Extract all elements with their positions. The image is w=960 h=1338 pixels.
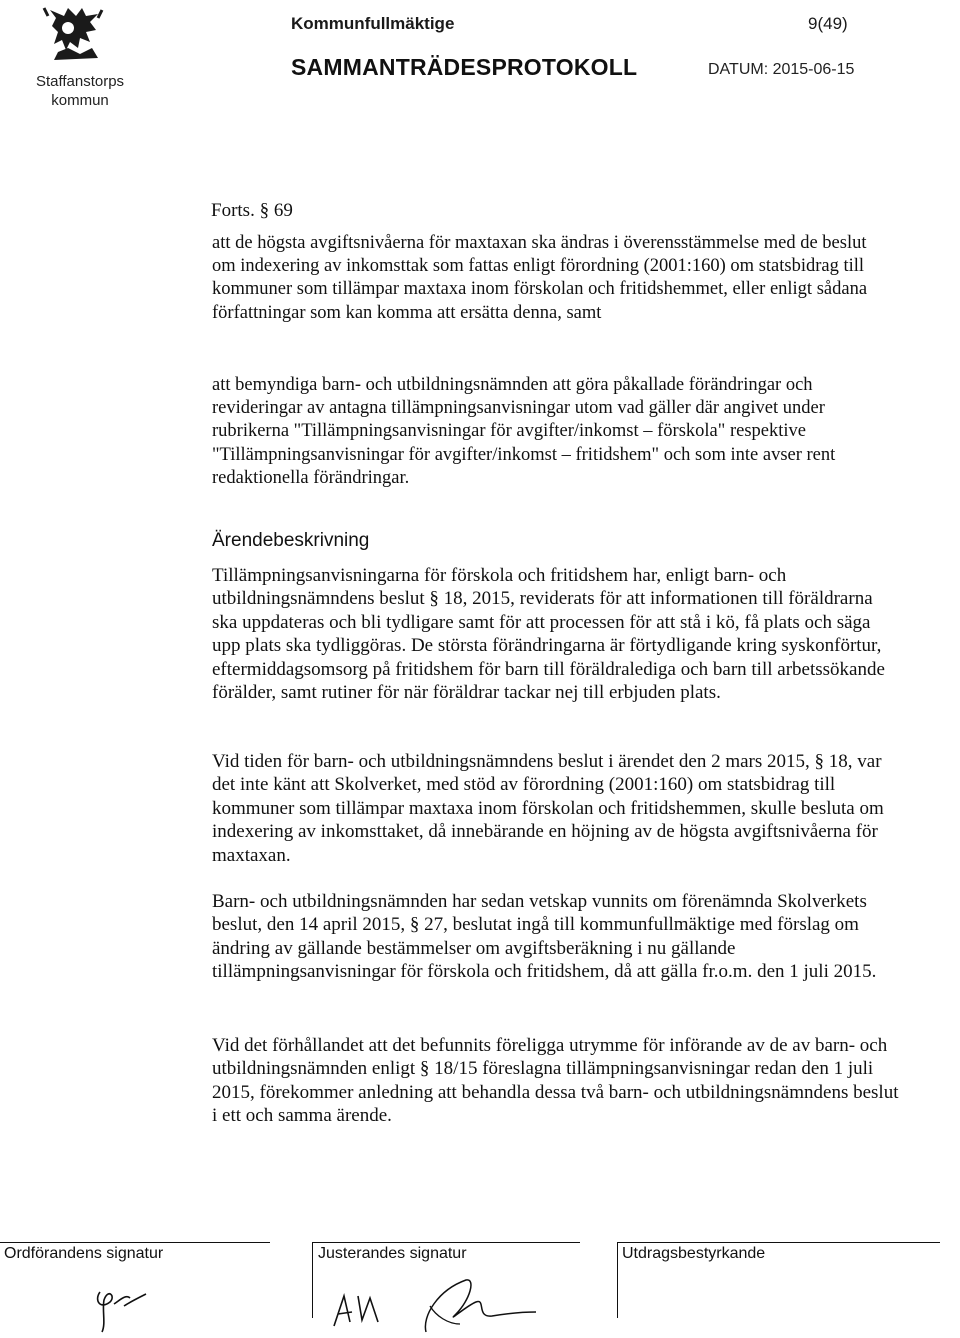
excerpt-certification-label: Utdragsbestyrkande [622,1245,766,1262]
document-type-title: SAMMANTRÄDESPROTOKOLL [291,54,638,80]
signature-rule-excerpt [617,1242,940,1243]
description-paragraph-1: Tillämpningsanvisningarna för förskola och fritidshem har, enligt barn- och utbildningsnämndens beslut § 18, 2015, reviderats för att informationen till föräldrarna ska uppdateras och bli tydligare samt för att processen för att stå i kö, få plats och säga upp plats ska tydliggöras. De största förändringarna är förtydligande kring syskonförtur, eftermiddagsomsorg på fritidshem för barn till föräldralediga och barn till arbetssökande förälder, samt rutiner för när föräldrar tackar nej till erbjuden plats. [212,565,885,704]
section-heading: Ärendebeskrivning [212,530,370,551]
municipality-name [10,72,150,110]
municipality-line1: Staffanstorps [35,73,125,90]
decision-paragraph-2: att bemyndiga barn- och utbildningsnämnden att göra påkallade förändringar och revideringar av antagna tillämpningsanvisningar utom vad gäller där angivet under rubrikerna "Tillämpningsanvisningar för avgifter/inkomst – förskola" respektive "Tillämpningsanvisningar för avgifter/inkomst – fritidshem" och som inte avser rent redaktionella förändringar. [212,375,836,488]
municipality-line2: kommun [51,92,109,109]
adjuster-signature-icon [326,1276,566,1336]
description-paragraph-4: Vid det förhållandet att det befunnits föreligga utrymme för införande av de av barn- och utbildningsnämnden enligt § 18/15 föreslagna tillämpningsanvisningar redan den 1 juli 2015, förekommer anledning att behandla dessa två barn- och utbildningsnämndens beslut i ett och samma ärende. [212,1035,899,1127]
signature-divider-1 [312,1242,313,1318]
meeting-date: DATUM: 2015-06-15 [708,61,855,78]
signature-rule-chair [0,1242,270,1243]
chair-signature-icon [90,1280,160,1336]
coat-of-arms-logo-icon [40,4,110,66]
chair-signature-label: Ordförandens signatur [4,1245,164,1262]
header-title: Kommunfullmäktige [291,14,455,33]
adjuster-signature-label: Justerandes signatur [318,1245,467,1262]
decision-paragraph-1: att de högsta avgiftsnivåerna för maxtaxan ska ändras i överensstämmelse med de beslut om indexering av inkomsttak som fattas enligt förordning (2001:160) om statsbidrag till kommuner som tillämpar maxtaxa inom förskolan och fritidshemmet, eller enligt sådana författningar som kan komma att ersätta denna, samt [212,233,868,323]
signature-rule-adjuster [312,1242,580,1243]
description-paragraph-3: Barn- och utbildningsnämnden har sedan vetskap vunnits om förenämnda Skolverkets beslut, den 14 april 2015, § 27, beslutat ingå till kommunfullmäktige med förslag om ändring av gällande bestämmelser om avgiftsberäkning i nu gällande tillämpningsanvisningar för förskola och fritidshem, då att gälla fr.o.m. den 1 juli 2015. [212,891,877,983]
description-paragraph-2: Vid tiden för barn- och utbildningsnämndens beslut i ärendet den 2 mars 2015, § 18, var det inte känt att Skolverket, med stöd av förordning (2001:160) om statsbidrag till kommuner som tillämpar maxtaxa inom förskolan och fritidshemmen, skulle besluta om indexering av inkomsttaket, då innebärande en höjning av de högsta avgiftsnivåerna för maxtaxan. [212,751,884,866]
signature-divider-2 [617,1242,618,1318]
page-number: 9(49) [808,14,848,33]
section-continuation: Forts. § 69 [211,200,293,221]
